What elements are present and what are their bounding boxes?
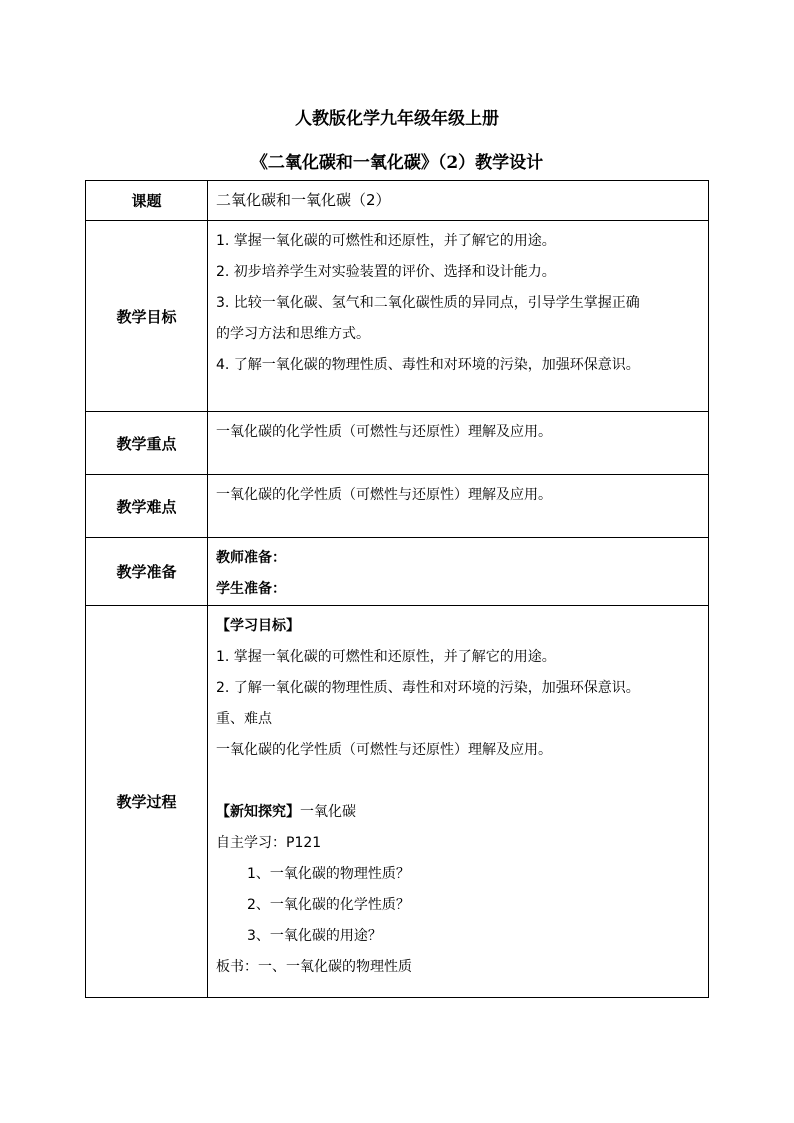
student-preparation: 学生准备： bbox=[216, 581, 286, 597]
difficulties-label: 教学难点 bbox=[86, 475, 208, 538]
lesson-plan-table bbox=[85, 180, 709, 998]
difficulties-value: 一氧化碳的化学性质（可燃性与还原性）理解及应用。 bbox=[208, 475, 709, 538]
topic-label: 课题 bbox=[86, 181, 208, 221]
process-content bbox=[208, 606, 709, 998]
question-line: 3、一氧化碳的用途？ bbox=[247, 928, 382, 944]
difficulties-row bbox=[86, 475, 709, 538]
focus-text: 一氧化碳的化学性质（可燃性与还原性）理解及应用。 bbox=[216, 742, 552, 758]
process-label: 教学过程 bbox=[86, 606, 208, 998]
key-points-value: 一氧化碳的化学性质（可燃性与还原性）理解及应用。 bbox=[208, 412, 709, 475]
goals-row bbox=[86, 221, 709, 412]
goal-line: 3. 比较一氧化碳、氢气和二氧化碳性质的异同点，引导学生掌握正确 bbox=[216, 295, 640, 311]
goal-line: 的学习方法和思维方式。 bbox=[216, 326, 370, 342]
process-row bbox=[86, 606, 709, 998]
preparation-row bbox=[86, 538, 709, 606]
focus-heading: 重、难点 bbox=[216, 711, 272, 727]
question-line: 1、一氧化碳的物理性质？ bbox=[247, 866, 410, 882]
teacher-preparation: 教师准备： bbox=[216, 550, 286, 566]
goals-label: 教学目标 bbox=[86, 221, 208, 412]
blank-line bbox=[216, 766, 700, 797]
objectives-heading: 【学习目标】 bbox=[216, 618, 300, 634]
explore-heading: 【新知探究】 bbox=[216, 804, 300, 820]
question-line: 2、一氧化碳的化学性质？ bbox=[247, 897, 410, 913]
goal-line: 4. 了解一氧化碳的物理性质、毒性和对环境的污染，加强环保意识。 bbox=[216, 357, 640, 373]
document-subtitle: 《二氧化碳和一氧化碳》（2）教学设计 bbox=[250, 153, 544, 173]
topic-value: 二氧化碳和一氧化碳（2） bbox=[208, 181, 709, 221]
board-note: 板书：一、一氧化碳的物理性质 bbox=[216, 959, 412, 975]
self-study-line: 自主学习：P121 bbox=[216, 835, 322, 851]
explore-topic: 一氧化碳 bbox=[300, 804, 356, 820]
document-title: 人教版化学九年级年级上册 bbox=[295, 109, 499, 129]
goal-line: 1. 掌握一氧化碳的可燃性和还原性，并了解它的用途。 bbox=[216, 233, 556, 249]
key-points-row bbox=[86, 412, 709, 475]
objective-line: 2. 了解一氧化碳的物理性质、毒性和对环境的污染，加强环保意识。 bbox=[216, 680, 640, 696]
topic-row bbox=[86, 181, 709, 221]
goals-content bbox=[208, 221, 709, 412]
objective-line: 1. 掌握一氧化碳的可燃性和还原性，并了解它的用途。 bbox=[216, 649, 556, 665]
preparation-content bbox=[208, 538, 709, 606]
preparation-label: 教学准备 bbox=[86, 538, 208, 606]
goal-line: 2. 初步培养学生对实验装置的评价、选择和设计能力。 bbox=[216, 264, 556, 280]
explore-line bbox=[216, 797, 700, 828]
key-points-label: 教学重点 bbox=[86, 412, 208, 475]
